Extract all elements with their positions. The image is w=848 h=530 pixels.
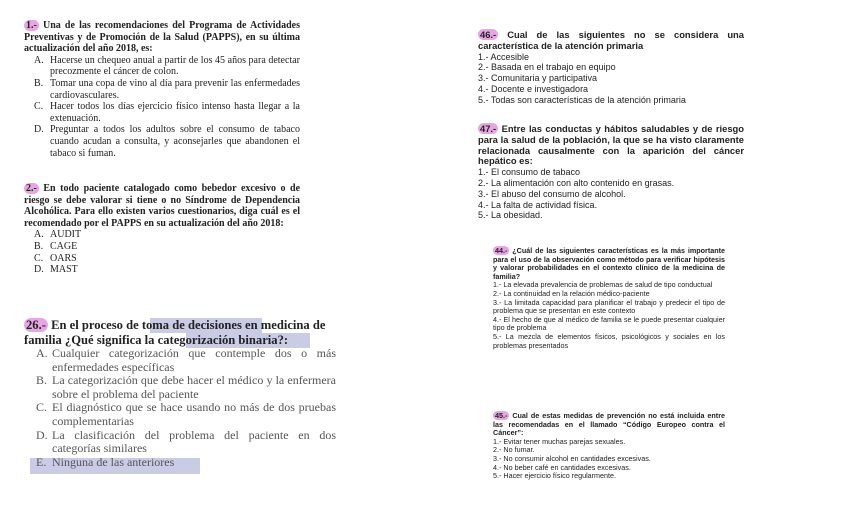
option-4: 4.- No beber café en cantidades excesivas. <box>493 462 631 472</box>
option-1: 1.- Accesible <box>478 51 530 62</box>
option-text: La clasificación del problema del paciente en dos categorías similares <box>52 427 336 456</box>
question-47-text: Entre las conductas y hábitos saludables y de riesgo para la salud de la población, la que se ha visto claramente relacionada causalmente con la aparición del cáncer hepático es: <box>478 123 745 167</box>
option-2: 2.- Basada en el trabajo en equipo <box>478 62 616 73</box>
option-letter: E. <box>36 454 47 469</box>
option-letter: D. <box>36 427 48 442</box>
question-1-number: 1.- <box>26 20 37 31</box>
question-2-options <box>24 229 300 275</box>
question-26-options <box>24 347 336 469</box>
option-d <box>24 264 300 276</box>
option-text: OARS <box>50 252 77 264</box>
question-46-stem <box>478 30 744 52</box>
question-45-stem <box>493 412 725 438</box>
option-1: 1.- La elevada prevalencia de problemas de salud de tipo conductual <box>493 280 713 290</box>
option-text: Cualquier categorización que contemple dos o más enfermedades específicas <box>52 346 336 374</box>
question-1-options <box>24 55 300 159</box>
option-5: 5.- Todas son características de la atención primaria <box>478 94 686 105</box>
question-44-number: 44.- <box>495 246 508 255</box>
option-a <box>24 347 336 374</box>
question-1-text: Una de las recomendaciones del Programa de Actividades Preventivas y de Promoción de la Salud (PAPPS), en su última actualización del año 2018, es: <box>24 20 301 55</box>
question-45-options <box>493 438 725 481</box>
option-3: 3.- Comunitaria y participativa <box>478 73 598 84</box>
option-letter: C. <box>34 101 44 113</box>
question-46 <box>478 30 744 106</box>
question-26 <box>24 318 336 469</box>
option-b <box>24 374 336 401</box>
question-46-text: Cual de las siguientes no se considera una característica de la atención primaria <box>478 29 744 51</box>
option-5: 5.- La obesidad. <box>478 210 543 221</box>
question-1 <box>24 20 300 159</box>
option-3: 3.- No consumir alcohol en cantidades excesivas. <box>493 453 651 463</box>
option-letter: B. <box>36 373 48 388</box>
option-2: 2.- La alimentación con alto contenido en grasas. <box>478 177 675 188</box>
question-47-number: 47.- <box>480 123 497 134</box>
option-2: 2.- No fumar. <box>493 445 535 455</box>
option-letter: D. <box>34 124 44 136</box>
question-46-options <box>478 52 744 106</box>
option-letter: A. <box>36 346 48 360</box>
option-c <box>24 401 336 428</box>
option-5: 5.- Hacer ejercicio físico regularmente. <box>493 471 617 481</box>
question-45 <box>493 412 725 481</box>
option-d <box>24 429 336 456</box>
question-45-number: 45.- <box>495 411 508 420</box>
option-text: AUDIT <box>50 229 82 241</box>
option-text: CAGE <box>50 240 78 252</box>
option-3: 3.- La limitada capacidad para planificar el trabajo y predecir el tipo de problema que se presentan en este contexto <box>493 297 725 316</box>
option-c <box>24 101 300 124</box>
question-46-number: 46.- <box>480 29 497 40</box>
option-4: 4.- Docente e investigadora <box>478 83 589 94</box>
question-2-stem <box>24 183 300 229</box>
question-26-text: En el proceso de toma de decisiones en medicina de familia ¿Qué significa la categorización binaria?: <box>24 318 326 347</box>
question-1-stem <box>24 20 300 55</box>
option-text: Tomar una copa de vino al día para prevenir las enfermedades cardiovasculares. <box>50 77 300 101</box>
option-d <box>24 124 300 159</box>
option-1: 1.- Evitar tener muchas parejas sexuales. <box>493 436 626 446</box>
question-2-number: 2.- <box>26 183 37 194</box>
option-3: 3.- El abuso del consumo de alcohol. <box>478 188 626 199</box>
option-a <box>24 55 300 78</box>
question-2 <box>24 183 300 276</box>
question-26-stem <box>24 318 336 347</box>
question-44-text: ¿Cuál de las siguientes características es la más importante para el uso de la observación como método para verificar hipótesis y valorar probabilidades en el contexto clínico de la medicina de familia? <box>493 246 725 281</box>
option-a <box>24 229 300 241</box>
question-44-options <box>493 281 725 350</box>
option-letter: B. <box>34 77 44 89</box>
question-47 <box>478 124 744 221</box>
question-2-text: En todo paciente catalogado como bebedor excesivo o de riesgo se debe valorar si tiene o no Síndrome de Dependencia Alcohólica. Para ello existen varios cuestionarios, diga cuál es el recomendado por el PAPPS en su actualización del año 2018: <box>24 183 301 229</box>
option-letter: D. <box>34 264 44 276</box>
question-47-options <box>478 167 744 221</box>
option-letter: A. <box>34 229 44 241</box>
question-44-stem <box>493 247 725 281</box>
option-5: 5.- La mezcla de elementos físicos, psicológicos y sociales en los problemas presentados <box>493 331 725 350</box>
option-e <box>24 456 336 470</box>
option-text: La categorización que debe hacer el médico y la enfermera sobre el problema del paciente <box>52 373 336 401</box>
question-45-text: Cual de estas medidas de prevención no está incluida entre las recomendadas en el llamado “Código Europeo contra el Cáncer”: <box>493 411 725 438</box>
option-b <box>24 78 300 101</box>
option-letter: C. <box>34 252 44 264</box>
option-1: 1.- El consumo de tabaco <box>478 167 581 178</box>
option-c <box>24 253 300 265</box>
option-b <box>24 241 300 253</box>
question-26-number: 26.- <box>26 318 46 332</box>
option-text: MAST <box>50 264 78 276</box>
question-44 <box>493 247 725 350</box>
option-4: 4.- El hecho de que al médico de familia se le puede presentar cualquier tipo de problema <box>493 314 725 333</box>
option-2: 2.- La continuidad en la relación médico-paciente <box>493 288 650 298</box>
option-text: Preguntar a todos los adultos sobre el consumo de tabaco cuando acudan a consulta, y aconsejarles que abandonen el tabaco si fuman. <box>50 124 300 159</box>
option-text: Hacer todos los días ejercicio físico intenso hasta llegar a la extenuación. <box>50 101 300 124</box>
option-letter: B. <box>34 240 44 252</box>
option-4: 4.- La falta de actividad física. <box>478 199 598 210</box>
option-letter: C. <box>36 400 48 415</box>
option-text: Hacerse un chequeo anual a partir de los 45 años para detectar precozmente el cáncer de colon. <box>50 54 300 78</box>
option-text: Ninguna de las anteriores <box>52 454 175 469</box>
question-47-stem <box>478 124 744 167</box>
option-text: El diagnóstico que se hace usando no más de dos pruebas complementarias <box>52 400 336 428</box>
option-letter: A. <box>34 54 44 66</box>
